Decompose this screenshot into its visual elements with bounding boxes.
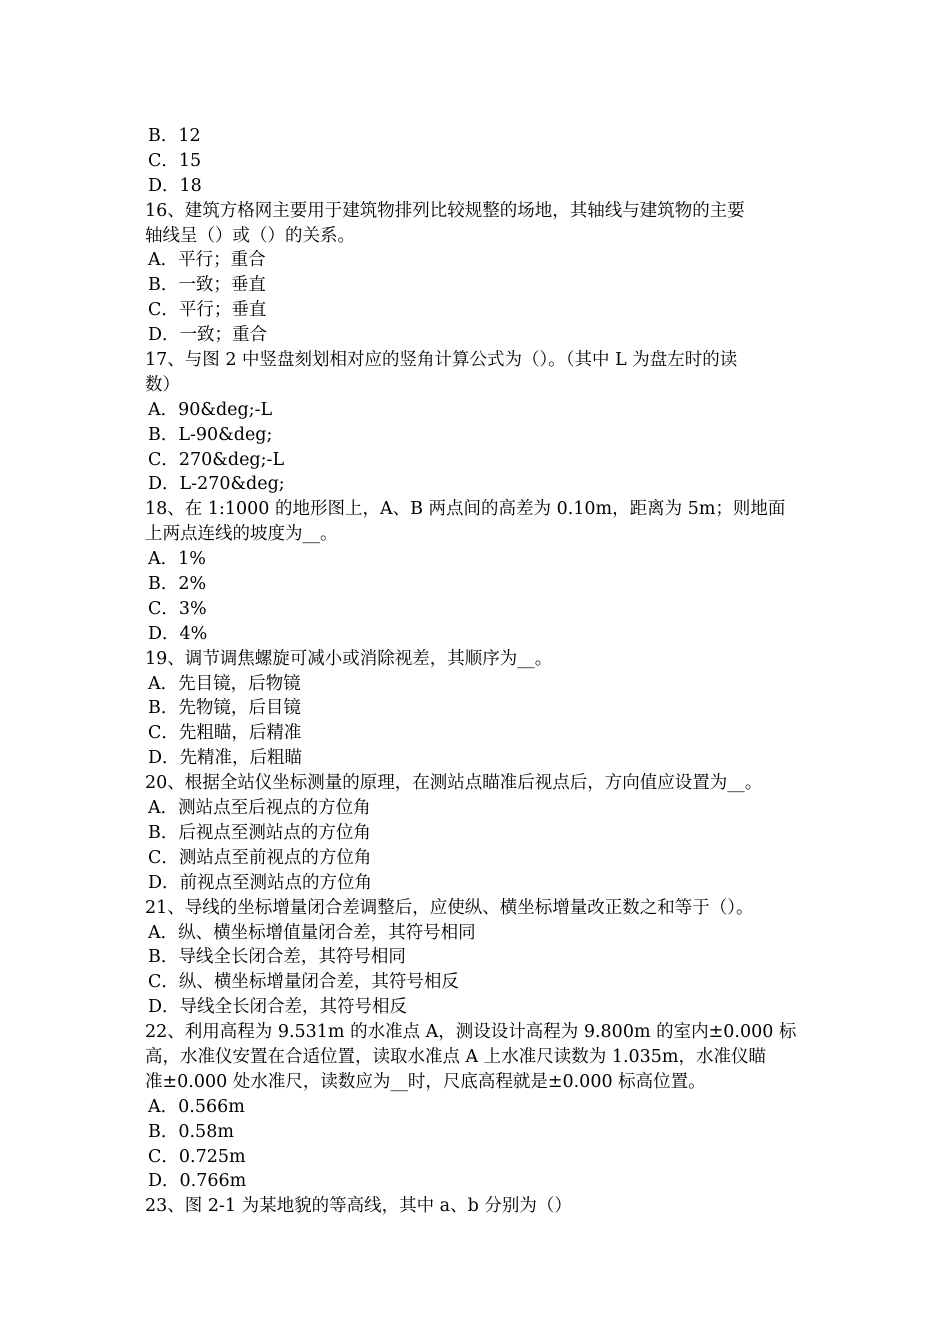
question-line: 上两点连线的坡度为__。	[145, 524, 338, 545]
option-line: B．后视点至测站点的方位角	[148, 822, 371, 843]
option-line: D．一致；重合	[148, 325, 268, 346]
question-line: 16、建筑方格网主要用于建筑物排列比较规整的场地，其轴线与建筑物的主要	[145, 200, 745, 221]
option-line: C．平行；垂直	[148, 300, 267, 321]
option-line: D．前视点至测站点的方位角	[148, 872, 373, 893]
option-line: B．L-90&deg;	[148, 424, 273, 445]
option-line: B．先物镜，后目镜	[148, 698, 301, 719]
question-line: 23、图 2-1 为某地貌的等高线，其中 a、b 分别为（）	[145, 1196, 572, 1217]
option-line: B．导线全长闭合差，其符号相同	[148, 947, 406, 968]
document-page	[145, 124, 810, 1219]
option-line: D．0.766m	[148, 1171, 247, 1192]
option-line: B．一致；垂直	[148, 275, 266, 296]
option-line: D．L-270&deg;	[148, 474, 285, 495]
option-line: C．测站点至前视点的方位角	[148, 847, 372, 868]
option-line: A．0.566m	[148, 1096, 245, 1117]
option-line: C．先粗瞄，后精准	[148, 723, 302, 744]
question-line: 轴线呈（）或（）的关系。	[145, 225, 355, 246]
option-line: D．导线全长闭合差，其符号相反	[148, 997, 408, 1018]
option-line: B．2%	[148, 574, 207, 595]
question-line: 高，水准仪安置在合适位置，读取水准点 A 上水准尺读数为 1.035m，水准仪瞄	[145, 1046, 767, 1067]
question-line: 19、调节调焦螺旋可减小或消除视差，其顺序为__。	[145, 648, 553, 669]
option-line: A．先目镜，后物镜	[148, 673, 301, 694]
option-line: A．测站点至后视点的方位角	[148, 798, 371, 819]
option-line: B．0.58m	[148, 1121, 234, 1142]
question-line: 数）	[145, 374, 180, 395]
question-line: 18、在 1:1000 的地形图上，A、B 两点间的高差为 0.10m，距离为 5m；则地面	[145, 499, 786, 520]
option-line: C．15	[148, 150, 202, 171]
option-line: C．0.725m	[148, 1146, 246, 1167]
option-line: D．先精准，后粗瞄	[148, 748, 303, 769]
question-line: 21、导线的坐标增量闭合差调整后，应使纵、横坐标增量改正数之和等于（）。	[145, 897, 754, 918]
option-line: D．4%	[148, 623, 208, 644]
option-line: A．纵、横坐标增值量闭合差，其符号相同	[148, 922, 476, 943]
option-line: A．平行；重合	[148, 250, 266, 271]
question-line: 准±0.000 处水准尺，读数应为__时，尺底高程就是±0.000 标高位置。	[145, 1071, 706, 1092]
question-line: 22、利用高程为 9.531m 的水准点 A，测设设计高程为 9.800m 的室内±0.000 标	[145, 1022, 797, 1043]
option-line: C．纵、横坐标增量闭合差，其符号相反	[148, 972, 459, 993]
option-line: A．1%	[148, 549, 206, 570]
option-line: C．270&deg;-L	[148, 449, 285, 470]
option-line: B．12	[148, 126, 201, 146]
option-line: D．18	[148, 175, 202, 196]
question-line: 20、根据全站仪坐标测量的原理，在测站点瞄准后视点后，方向值应设置为__。	[145, 773, 763, 794]
option-line: A．90&deg;-L	[148, 399, 273, 420]
option-line: C．3%	[148, 598, 207, 619]
question-line: 17、与图 2 中竖盘刻划相对应的竖角计算公式为（）。（其中 L 为盘左时的读	[145, 350, 738, 371]
